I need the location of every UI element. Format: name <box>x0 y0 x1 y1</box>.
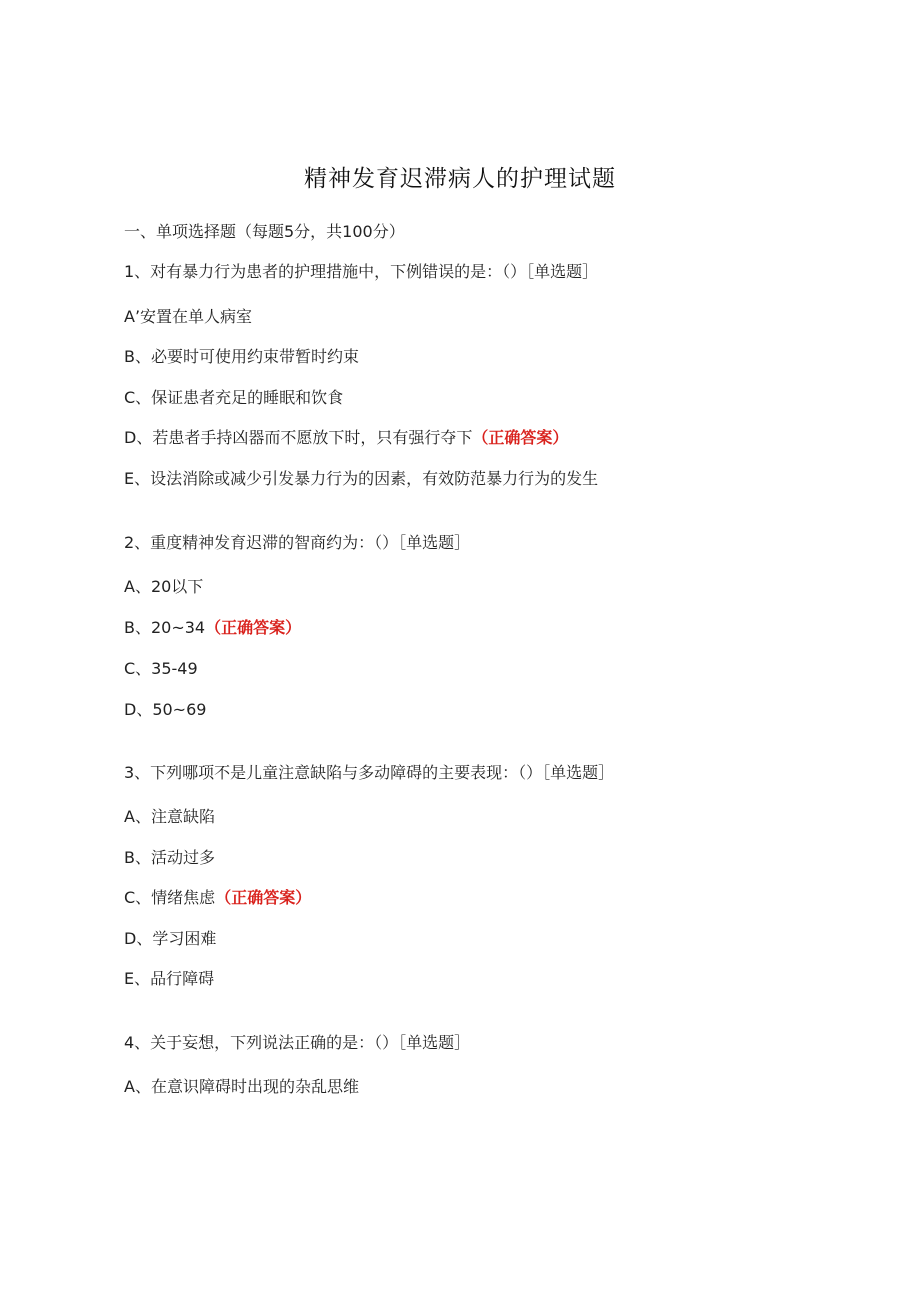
question-3-option-e <box>124 967 214 991</box>
question-3-option-d <box>124 927 216 951</box>
question-2-stem: 2、重度精神发育迟滞的智商约为：（）［单选题］ <box>124 533 471 552</box>
correct-answer-mark: （正确答案） <box>472 428 569 447</box>
option-text: C、情绪焦虑 <box>124 888 216 907</box>
option-text: C、35-49 <box>124 659 198 678</box>
question-1-stem: 1、对有暴力行为患者的护理措施中，下例错误的是：（）［单选题］ <box>124 262 599 281</box>
question-2-option-d <box>124 698 206 722</box>
question-3-option-c <box>124 886 311 910</box>
question-3-stem: 3、下列哪项不是儿童注意缺陷与多动障碍的主要表现：（）［单选题］ <box>124 763 615 782</box>
question-2-option-a <box>124 575 203 599</box>
option-text: C、保证患者充足的睡眠和饮食 <box>124 388 344 407</box>
question-1-option-c <box>124 386 343 410</box>
question-1-option-d <box>124 426 568 450</box>
question-2-option-c <box>124 657 198 681</box>
option-text: D、50~69 <box>124 700 207 719</box>
option-text: A’安置在单人病室 <box>124 307 253 326</box>
question-4-stem: 4、关于妄想，下列说法正确的是：（）［单选题］ <box>124 1033 471 1052</box>
question-1-option-a <box>124 305 252 329</box>
option-text: B、20~34 <box>124 618 206 637</box>
option-text: B、必要时可使用约束带暂时约束 <box>124 347 359 366</box>
question-3-option-b <box>124 846 215 870</box>
section-heading: 一、单项选择题（每题5分，共100分） <box>124 222 405 241</box>
question-3-option-a <box>124 805 215 829</box>
option-text: A、20以下 <box>124 577 204 596</box>
option-text: D、学习困难 <box>124 929 217 948</box>
document-title: 精神发育迟滞病人的护理试题 <box>304 166 616 192</box>
question-1-option-e <box>124 467 598 491</box>
correct-answer-mark: （正确答案） <box>205 618 302 637</box>
option-text: B、活动过多 <box>124 848 215 867</box>
question-4-option-a <box>124 1075 359 1099</box>
option-text: A、注意缺陷 <box>124 807 215 826</box>
option-text: E、设法消除或减少引发暴力行为的因素，有效防范暴力行为的发生 <box>124 469 599 488</box>
option-text: D、若患者手持凶器而不愿放下时，只有强行夺下 <box>124 428 473 447</box>
question-1-option-b <box>124 345 359 369</box>
question-2-option-b <box>124 616 301 640</box>
option-text: A、在意识障碍时出现的杂乱思维 <box>124 1077 359 1096</box>
correct-answer-mark: （正确答案） <box>215 888 312 907</box>
option-text: E、品行障碍 <box>124 969 215 988</box>
